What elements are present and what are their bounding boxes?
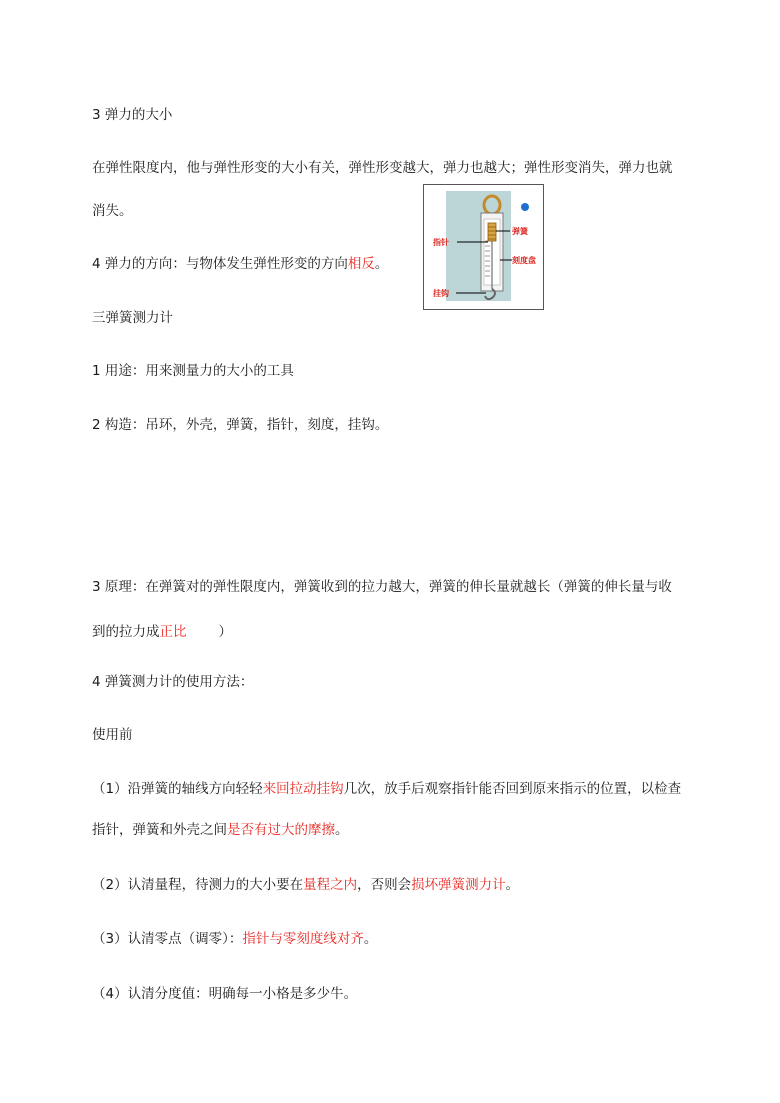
highlight-text: 来回拉动挂钩 bbox=[262, 781, 344, 797]
text: 。 bbox=[363, 931, 378, 947]
label-pointer: 指针 bbox=[433, 238, 449, 247]
highlight-text: 损坏弹簧测力计 bbox=[411, 877, 506, 893]
text: 。 bbox=[505, 877, 520, 893]
text: 几次，放手后观察指针能否回到原来指示的位置，以检查 bbox=[343, 781, 682, 797]
blue-dot-icon bbox=[521, 203, 529, 211]
text: ） bbox=[218, 624, 232, 640]
paragraph-line: 1 用途：用来测量力的大小的工具 bbox=[92, 363, 294, 379]
paragraph-line: 使用前 bbox=[92, 727, 133, 743]
paragraph-line: 在弹性限度内，他与弹性形变的大小有关，弹性形变越大，弹力也越大；弹性形变消失，弹力也就 bbox=[92, 160, 673, 176]
text: ，否则会 bbox=[357, 877, 412, 893]
paragraph-direction bbox=[92, 254, 388, 274]
paragraph-line bbox=[92, 875, 519, 895]
spring-scale-figure bbox=[423, 184, 544, 310]
text: （3）认清零点（调零）： bbox=[92, 931, 243, 947]
paragraph-line bbox=[92, 779, 681, 799]
highlight-text: 正比 bbox=[159, 624, 187, 640]
paragraph-line bbox=[92, 929, 377, 949]
spring-coil bbox=[488, 223, 496, 241]
paragraph-line: 3 原理：在弹簧对的弹性限度内，弹簧收到的拉力越大，弹簧的伸长量就越长（弹簧的伸长量与收 bbox=[92, 579, 672, 595]
label-dial: 刻度盘 bbox=[512, 256, 536, 265]
heading-elastic-force-magnitude: 3 弹力的大小 bbox=[92, 107, 173, 123]
text: 。 bbox=[335, 822, 349, 838]
spring-scale-illustration bbox=[424, 185, 543, 309]
highlight-text: 相反 bbox=[347, 256, 375, 272]
paragraph-line bbox=[92, 820, 349, 840]
text: （2）认清量程，待测力的大小要在 bbox=[92, 877, 304, 893]
text: 到的拉力成 bbox=[92, 624, 160, 640]
highlight-text: 是否有过大的摩擦 bbox=[227, 822, 335, 838]
label-hook: 挂钩 bbox=[433, 289, 449, 298]
paragraph-line: 消失。 bbox=[92, 203, 133, 219]
paragraph-line bbox=[92, 622, 232, 642]
highlight-text: 指针与零刻度线对齐 bbox=[242, 931, 364, 947]
highlight-text: 量程之内 bbox=[303, 877, 358, 893]
paragraph-line: （4）认清分度值：明确每一小格是多少牛。 bbox=[92, 986, 358, 1002]
text: （1）沿弹簧的轴线方向轻轻 bbox=[92, 781, 263, 797]
text: 指针，弹簧和外壳之间 bbox=[92, 822, 227, 838]
paragraph-line: 2 构造：吊环，外壳，弹簧，指针，刻度，挂钩。 bbox=[92, 417, 389, 433]
section-heading: 三弹簧测力计 bbox=[92, 310, 173, 326]
text: 。 bbox=[374, 256, 389, 272]
label-spring: 弹簧 bbox=[512, 227, 528, 236]
text: 4 弹力的方向：与物体发生弹性形变的方向 bbox=[92, 256, 348, 272]
paragraph-line: 4 弹簧测力计的使用方法： bbox=[92, 674, 254, 690]
